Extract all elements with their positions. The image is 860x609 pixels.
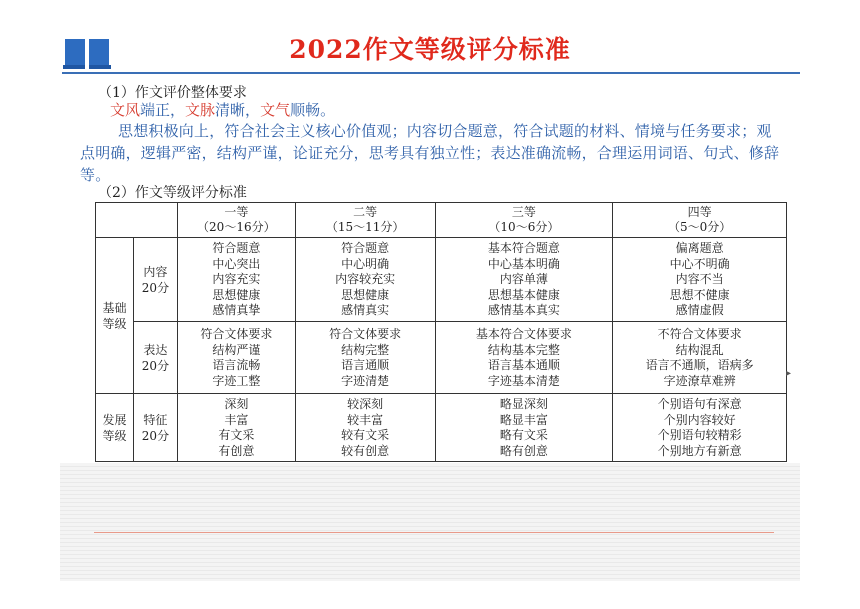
style-term: 文风 (110, 101, 141, 119)
criterion-name: 表达 (143, 342, 168, 357)
section-2-heading: （2）作文等级评分标准 (98, 185, 247, 201)
table-cell: 深刻 丰富 有文采 有创意 (177, 394, 295, 462)
style-desc: 清晰， (215, 101, 261, 119)
lined-footer-area (60, 463, 800, 581)
requirements-paragraph: 思想积极向上，符合社会主义核心价值观；内容切合题意，符合试题的材料、情境与任务要求；观点明确，逻辑严密，结构严谨，论证充分，思考具有独立性；表达准确流畅，合理运用词语、句式、修辞等。 (80, 122, 780, 184)
criterion-points: 20分 (141, 428, 170, 443)
criterion-name: 特征 (143, 412, 168, 427)
table-row (96, 238, 787, 322)
style-requirement-line (110, 99, 335, 120)
table-cell: 符合文体要求 结构严谨 语言流畅 字迹工整 (177, 322, 295, 394)
style-term: 文气 (260, 101, 291, 119)
table-row (96, 394, 787, 462)
table-row (96, 322, 787, 394)
criterion-name: 内容 (143, 264, 168, 279)
grade-name: 一等 (224, 205, 249, 219)
grade-name: 四等 (687, 205, 712, 219)
criterion-points: 20分 (141, 280, 170, 295)
table-cell: 不符合文体要求 结构混乱 语言不通顺，语病多 字迹潦草难辨 (613, 322, 787, 394)
grade-range: （15～11分） (325, 220, 405, 234)
criterion-points: 20分 (141, 358, 170, 373)
table-cell: 符合题意 中心突出 内容充实 思想健康 感情真挚 (177, 238, 295, 322)
table-cell: 符合文体要求 结构完整 语言通顺 字迹清楚 (295, 322, 435, 394)
style-desc: 顺畅。 (290, 101, 336, 119)
style-desc: 端正， (140, 101, 186, 119)
table-cell: 符合题意 中心明确 内容较充实 思想健康 感情真实 (295, 238, 435, 322)
expression-criterion (133, 322, 177, 394)
table-cell: 略显深刻 略显丰富 略有文采 略有创意 (435, 394, 613, 462)
section-1-heading: （1）作文评价整体要求 (98, 85, 247, 101)
style-term: 文脉 (185, 101, 216, 119)
grade-header (295, 203, 435, 238)
feature-criterion (133, 394, 177, 462)
grading-table (95, 202, 787, 462)
grade-header (613, 203, 787, 238)
grade-name: 三等 (511, 205, 536, 219)
content-criterion (133, 238, 177, 322)
grade-range: （10～6分） (488, 220, 560, 234)
basic-level-label (96, 238, 134, 394)
category-text: 基础等级 (102, 300, 127, 331)
development-level-label (96, 394, 134, 462)
table-cell: 个别语句有深意 个别内容较好 个别语句较精彩 个别地方有新意 (613, 394, 787, 462)
category-text: 发展等级 (102, 412, 127, 443)
table-cell: 基本符合题意 中心基本明确 内容单薄 思想基本健康 感情基本真实 (435, 238, 613, 322)
pointer-icon: ▸ (786, 368, 792, 379)
grade-name: 二等 (353, 205, 378, 219)
corner-cell (96, 203, 178, 238)
table-header-row (96, 203, 787, 238)
table-cell: 基本符合文体要求 结构基本完整 语言基本通顺 字迹基本清楚 (435, 322, 613, 394)
grade-range: （5～0分） (667, 220, 732, 234)
grade-header (435, 203, 613, 238)
grade-range: （20～16分） (197, 220, 276, 234)
table-cell: 偏离题意 中心不明确 内容不当 思想不健康 感情虚假 (613, 238, 787, 322)
header-divider (62, 72, 800, 74)
table-cell: 较深刻 较丰富 较有文采 较有创意 (295, 394, 435, 462)
grade-header (177, 203, 295, 238)
footer-divider (94, 532, 774, 533)
page-title: 2022作文等级评分标准 (289, 35, 571, 64)
